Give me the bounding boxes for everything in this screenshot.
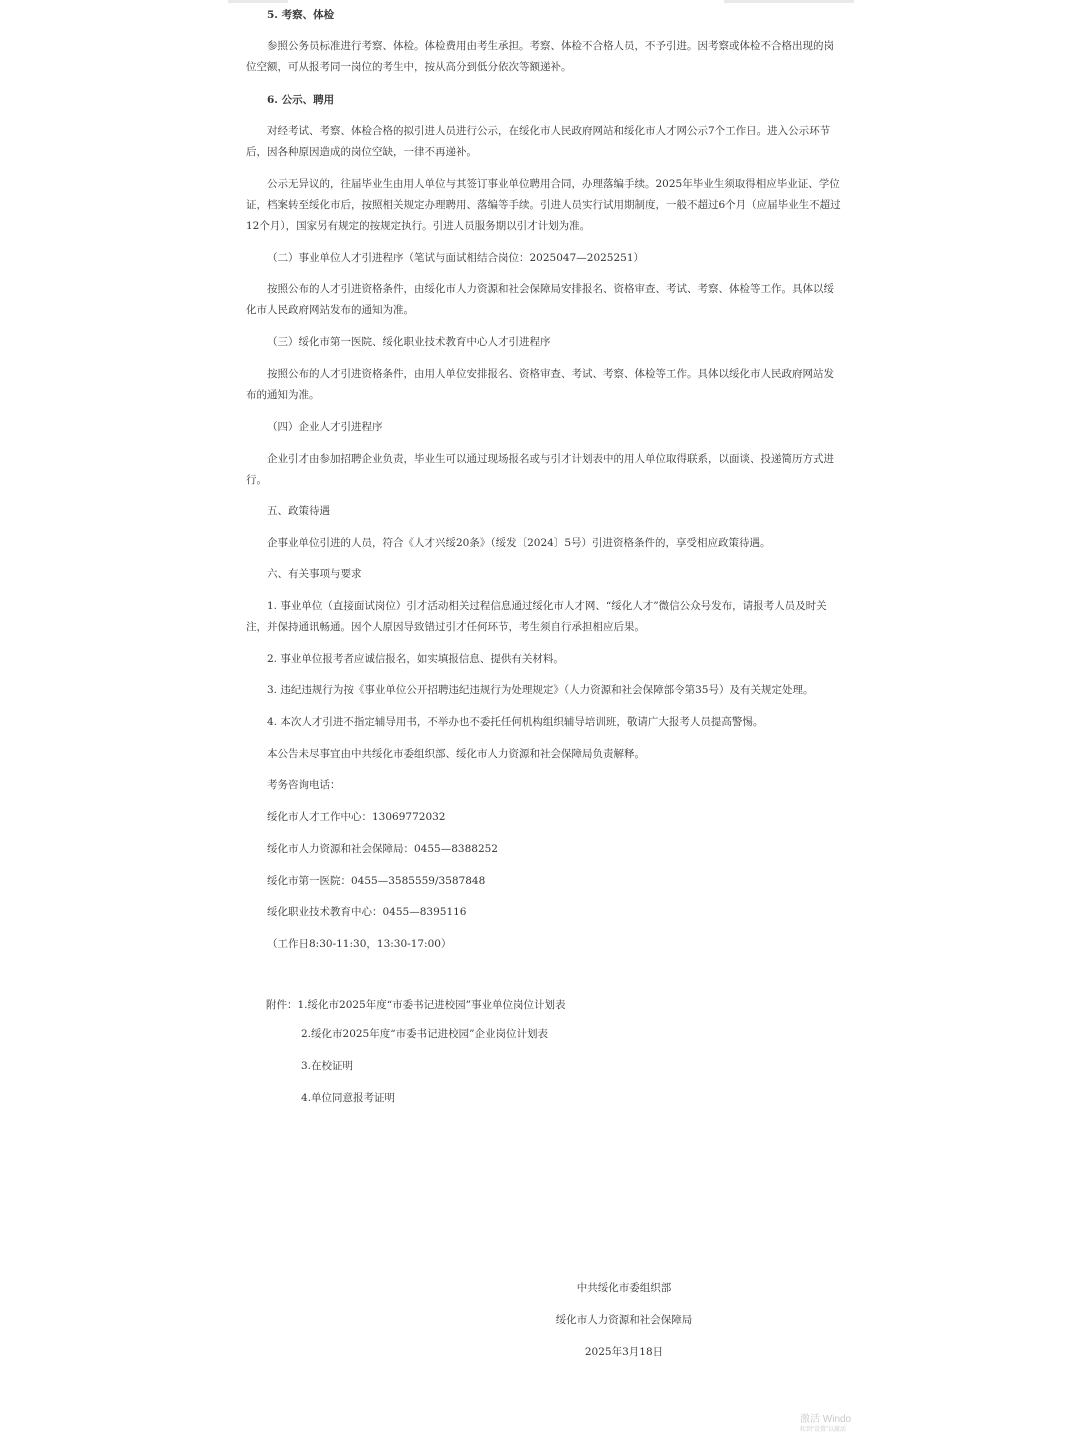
requirement-1: 1. 事业单位（直接面试岗位）引才活动相关过程信息通过绥化市人才网、“绥化人才”微信公众号发布，请报考人员及时关注，并保持通讯畅通。因个人原因导致错过引才任何环节，考生须自行承担相应后果。	[246, 600, 827, 633]
contact-hr-bureau: 绥化市人力资源和社会保障局：0455—8388252	[267, 843, 498, 855]
section-6-body-2: 公示无异议的，往届毕业生由用人单位与其签订事业单位聘用合同，办理落编手续。2025年毕业生须取得相应毕业证、学位证，档案转至绥化市后，按照相关规定办理聘用、落编等手续。引进人员实行试用期制度，一般不超过6个月（应届毕业生不超过12个月），国家另有规定的按规定执行。引进人员服务期以引才计划为准。	[246, 178, 841, 232]
attachment-2: 2.绥化市2025年度“市委书记进校园”企业岗位计划表	[301, 1028, 548, 1040]
part-4-title: （四）企业人才引进程序	[267, 421, 383, 433]
contact-first-hospital: 绥化市第一医院：0455—3585559/3587848	[267, 875, 486, 887]
top-shade-right	[724, 0, 854, 3]
contact-title: 考务咨询电话：	[267, 779, 341, 791]
attachment-4: 4.单位同意报考证明	[301, 1092, 396, 1104]
activation-watermark	[800, 1414, 851, 1434]
part-3-title: （三）绥化市第一医院、绥化职业技术教育中心人才引进程序	[267, 336, 551, 348]
requirement-4: 4. 本次人才引进不指定辅导用书，不举办也不委托任何机构组织辅导培训班，敬请广大报考人员提高警惕。	[267, 716, 764, 728]
section-6-title: 6. 公示、聘用	[267, 94, 335, 106]
requirement-3: 3. 违纪违规行为按《事业单位公开招聘违纪违规行为处理规定》（人力资源和社会保障部令第35号）及有关规定处理。	[267, 684, 814, 696]
signature-date: 2025年3月18日	[584, 1346, 664, 1358]
section-5-title: 5. 考察、体检	[267, 9, 335, 21]
requirement-2: 2. 事业单位报考者应诚信报名，如实填报信息、提供有关材料。	[267, 653, 564, 665]
requirements-title: 六、有关事项与要求	[267, 568, 362, 580]
watermark-line-2: 转到“设置”以激活	[800, 1427, 846, 1433]
attachment-1: 附件：1.绥化市2025年度“市委书记进校园”事业单位岗位计划表	[266, 999, 566, 1011]
part-3-body: 按照公布的人才引进资格条件，由用人单位安排报名、资格审查、考试、考察、体检等工作。具体以绥化市人民政府网站发布的通知为准。	[246, 368, 834, 401]
section-6-body-1: 对经考试、考察、体检合格的拟引进人员进行公示，在绥化市人民政府网站和绥化市人才网公示7个工作日。进入公示环节后，因各种原因造成的岗位空缺，一律不再递补。	[246, 125, 831, 158]
part-4-body: 企业引才由参加招聘企业负责，毕业生可以通过现场报名或与引才计划表中的用人单位取得联系，以面谈、投递简历方式进行。	[246, 453, 834, 486]
contact-talent-center: 绥化市人才工作中心：13069772032	[267, 811, 446, 823]
policy-body: 企事业单位引进的人员，符合《人才兴绥20条》（绥发〔2024〕5号）引进资格条件的，享受相应政策待遇。	[267, 537, 771, 549]
explanation: 本公告未尽事宜由中共绥化市委组织部、绥化市人力资源和社会保障局负责解释。	[267, 748, 645, 760]
signature-org-1: 中共绥化市委组织部	[576, 1282, 672, 1294]
policy-title: 五、政策待遇	[267, 505, 330, 517]
part-2-title: （二）事业单位人才引进程序（笔试与面试相结合岗位：2025047—2025251）	[267, 252, 645, 264]
section-5-body: 参照公务员标准进行考察、体检。体检费用由考生承担。考察、体检不合格人员，不予引进。因考察或体检不合格出现的岗位空额，可从报考同一岗位的考生中，按从高分到低分依次等额递补。	[246, 40, 834, 73]
working-hours: （工作日8:30-11:30，13:30-17:00）	[267, 938, 452, 950]
part-2-body: 按照公布的人才引进资格条件，由绥化市人力资源和社会保障局安排报名、资格审查、考试、考察、体检等工作。具体以绥化市人民政府网站发布的通知为准。	[246, 283, 834, 316]
signature-org-2: 绥化市人力资源和社会保障局	[555, 1314, 693, 1326]
watermark-line-1: 激活 Windo	[800, 1414, 852, 1425]
contact-vocational-center: 绥化职业技术教育中心：0455—8395116	[267, 906, 467, 918]
top-shade-left	[228, 0, 288, 3]
attachment-3: 3.在校证明	[301, 1060, 354, 1072]
